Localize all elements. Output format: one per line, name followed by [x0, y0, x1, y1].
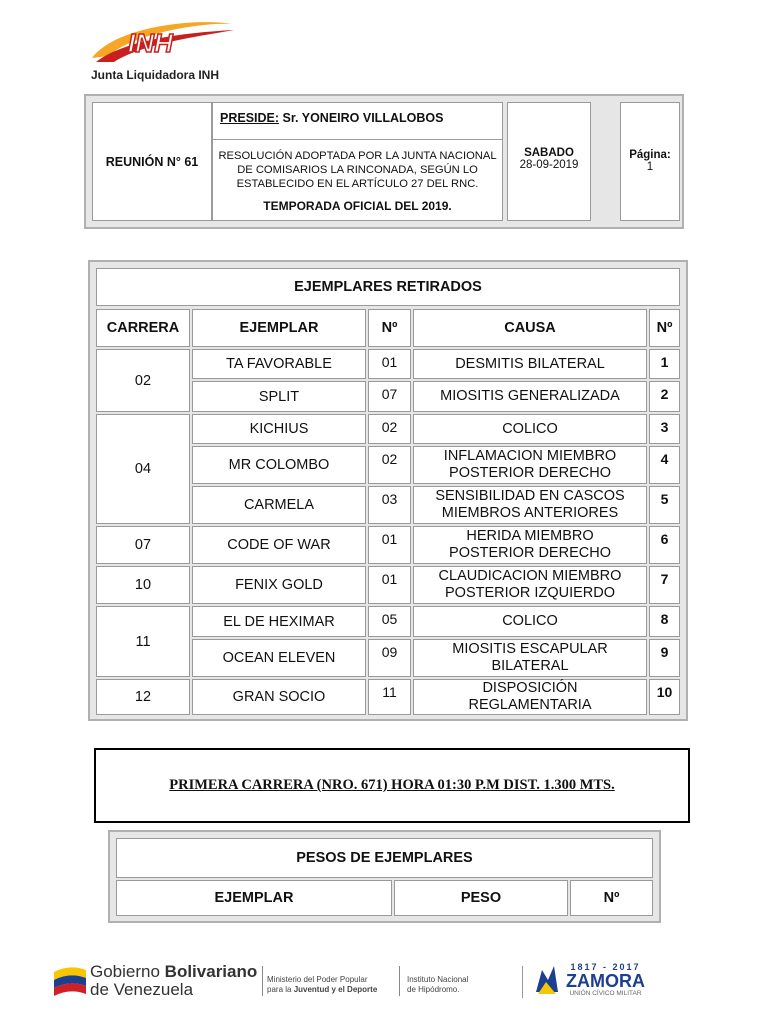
numero-cell: 07: [368, 381, 411, 412]
ejemplar-cell: FENIX GOLD: [192, 566, 366, 604]
ejemplar-cell: SPLIT: [192, 381, 366, 412]
numero-cell: 02: [368, 446, 411, 484]
col-ejemplar: EJEMPLAR: [192, 309, 366, 347]
causa-line: MIEMBROS ANTERIORES: [441, 505, 619, 521]
preside-line: [220, 111, 443, 125]
pesos-title: PESOS DE EJEMPLARES: [116, 838, 653, 878]
numero-cell: 09: [368, 639, 411, 677]
reunion-cell: REUNIÓN N° 61: [92, 102, 212, 221]
col-numero: Nº: [570, 880, 653, 916]
causa-line: SENSIBILIDAD EN CASCOS: [435, 488, 625, 504]
footer-divider: [262, 966, 263, 996]
index-cell: 2: [649, 381, 680, 412]
meeting-header: [84, 94, 684, 229]
index-cell: 10: [649, 679, 680, 715]
carrera-cell: 02: [96, 349, 190, 412]
logo-subtitle: Junta Liquidadora INH: [91, 68, 220, 82]
numero-cell: 01: [368, 349, 411, 379]
causa-cell: [413, 566, 647, 604]
gobierno-text: Gobierno Bolivariano de Venezuela: [90, 962, 258, 999]
svg-text:INH: INH: [128, 28, 173, 58]
table-title: EJEMPLARES RETIRADOS: [96, 268, 680, 306]
numero-cell: 11: [368, 679, 411, 715]
causa-cell: [413, 446, 647, 484]
col-carrera: CARRERA: [96, 309, 190, 347]
index-cell: 7: [649, 566, 680, 604]
col-numero: Nº: [368, 309, 411, 347]
ejemplar-cell: EL DE HEXIMAR: [192, 606, 366, 637]
numero-cell: 02: [368, 414, 411, 444]
numero-cell: 01: [368, 566, 411, 604]
footer-divider: [522, 966, 523, 998]
pesos-table: [108, 830, 661, 923]
index-cell: 9: [649, 639, 680, 677]
ejemplar-cell: MR COLOMBO: [192, 446, 366, 484]
temporada: TEMPORADA OFICIAL DEL 2019.: [263, 199, 452, 213]
index-cell: 6: [649, 526, 680, 564]
carrera-cell: 11: [96, 606, 190, 677]
numero-cell: 05: [368, 606, 411, 637]
causa-cell: [413, 606, 647, 637]
index-cell: 5: [649, 486, 680, 524]
causa-line: MIOSITIS GENERALIZADA: [440, 388, 620, 404]
resolution-text: RESOLUCIÓN ADOPTADA POR LA JUNTA NACIONAL DE COMISARIOS LA RINCONADA, SEGÚN LO ESTABLECIDO EN EL ARTÍCULO 27 DEL RNC.: [218, 150, 497, 190]
footer-divider: [399, 966, 400, 996]
ejemplar-cell: CODE OF WAR: [192, 526, 366, 564]
resolution-cell: [212, 102, 503, 221]
inh-logo: [86, 18, 236, 66]
causa-line: MIOSITIS ESCAPULAR: [452, 641, 608, 657]
instituto-text: Instituto Nacional de Hipódromo.: [407, 975, 469, 994]
causa-line: CLAUDICACION MIEMBRO: [438, 568, 622, 584]
zamora-text: 1817 - 2017 ZAMORA UNIÓN CÍVICO MILITAR: [566, 962, 645, 997]
causa-line: DISPOSICIÓN: [482, 680, 578, 696]
race-title: PRIMERA CARRERA (NRO. 671) HORA 01:30 P.M DIST. 1.300 MTS.: [169, 777, 615, 793]
causa-line: COLICO: [502, 420, 558, 437]
causa-line: HERIDA MIEMBRO: [466, 528, 594, 544]
causa-line: POSTERIOR IZQUIERDO: [445, 585, 615, 601]
causa-line: COLICO: [502, 613, 558, 629]
numero-cell: 03: [368, 486, 411, 524]
causa-cell: [413, 349, 647, 379]
day-label: SABADO: [524, 147, 574, 159]
carrera-cell: 10: [96, 566, 190, 604]
ejemplar-cell: TA FAVORABLE: [192, 349, 366, 379]
preside-label: PRESIDE:: [220, 111, 280, 125]
numero-cell: 01: [368, 526, 411, 564]
page-cell: [620, 102, 680, 221]
causa-cell: [413, 381, 647, 412]
race-title-box: [94, 748, 690, 823]
causa-cell: [413, 414, 647, 444]
col-index: Nº: [649, 309, 680, 347]
col-peso: PESO: [394, 880, 568, 916]
causa-cell: [413, 679, 647, 715]
ejemplar-cell: GRAN SOCIO: [192, 679, 366, 715]
venezuela-flag-icon: [52, 962, 88, 998]
index-cell: 1: [649, 349, 680, 379]
causa-line: INFLAMACION MIEMBRO: [443, 448, 617, 464]
index-cell: 4: [649, 446, 680, 484]
causa-line: POSTERIOR DERECHO: [449, 465, 611, 481]
zamora-emblem-icon: [532, 962, 562, 998]
causa-line: POSTERIOR DERECHO: [449, 545, 611, 561]
carrera-cell: 12: [96, 679, 190, 715]
retirados-table: [88, 260, 688, 721]
causa-line: DESMITIS BILATERAL: [455, 355, 605, 372]
causa-line: REGLAMENTARIA: [468, 697, 592, 713]
ejemplar-cell: CARMELA: [192, 486, 366, 524]
preside-name: Sr. YONEIRO VILLALOBOS: [279, 111, 444, 125]
causa-cell: [413, 639, 647, 677]
index-cell: 3: [649, 414, 680, 444]
col-causa: CAUSA: [413, 309, 647, 347]
date-cell: [507, 102, 591, 221]
carrera-cell: 07: [96, 526, 190, 564]
index-cell: 8: [649, 606, 680, 637]
carrera-cell: 04: [96, 414, 190, 524]
causa-line: BILATERAL: [491, 658, 569, 674]
page-number: 1: [646, 161, 654, 173]
ejemplar-cell: KICHIUS: [192, 414, 366, 444]
page-label: Página:: [629, 149, 671, 161]
causa-cell: [413, 526, 647, 564]
date-value: 28-09-2019: [519, 159, 579, 171]
ejemplar-cell: OCEAN ELEVEN: [192, 639, 366, 677]
col-ejemplar: EJEMPLAR: [116, 880, 392, 916]
causa-cell: [413, 486, 647, 524]
ministerio-text: Ministerio del Poder Popular para la Juventud y el Deporte: [267, 975, 378, 994]
divider: [213, 139, 502, 140]
